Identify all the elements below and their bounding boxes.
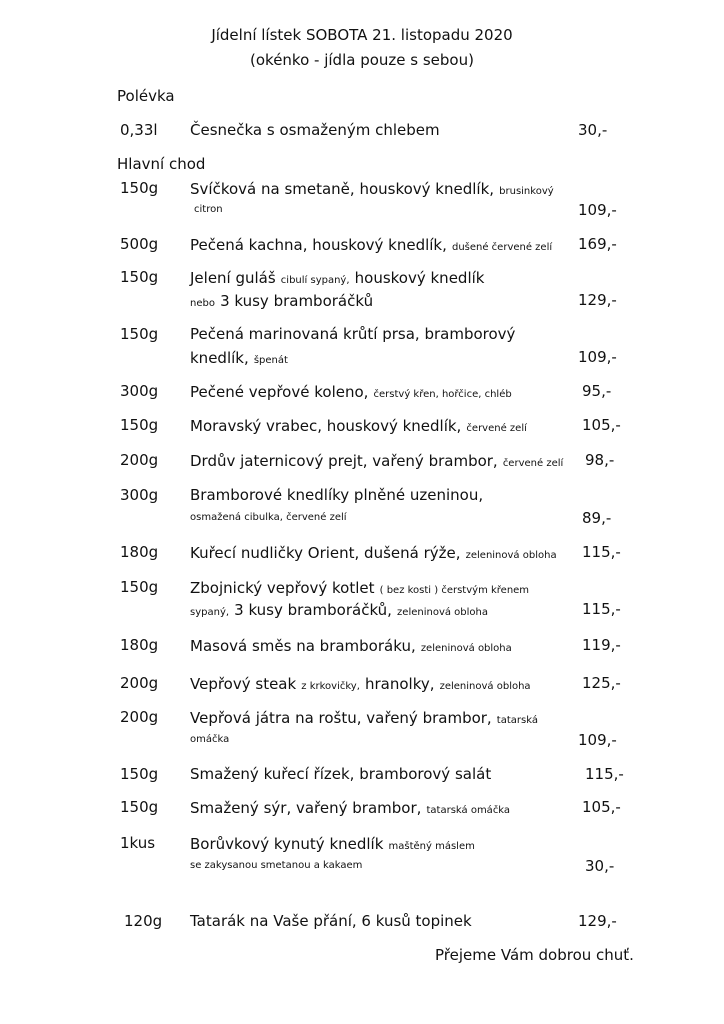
item-description bbox=[190, 382, 512, 401]
item-weight: 150g bbox=[120, 268, 159, 286]
item-side: tatarská bbox=[496, 715, 538, 726]
item-side: z krkovičky, bbox=[301, 681, 360, 692]
item-name: 3 kusy bramboráčků bbox=[220, 292, 374, 310]
item-price: 109,- bbox=[578, 348, 617, 366]
item-weight: 500g bbox=[120, 235, 159, 253]
item-name: Svíčková na smetaně, houskový knedlík, bbox=[190, 180, 495, 198]
item-price: 119,- bbox=[582, 636, 621, 654]
item-weight: 200g bbox=[120, 674, 159, 692]
item-price: 115,- bbox=[582, 600, 621, 618]
item-side: osmažená cibulka, červené zelí bbox=[190, 512, 347, 523]
item-description bbox=[190, 798, 510, 817]
item-name: Bramborové knedlíky plněné uzeninou, bbox=[190, 486, 484, 504]
item-side: zeleninová obloha bbox=[439, 681, 531, 692]
item-side: brusinkový bbox=[499, 186, 554, 197]
item-description bbox=[190, 179, 554, 198]
item-weight: 150g bbox=[120, 179, 159, 197]
section-heading-soup: Polévka bbox=[117, 87, 175, 105]
item-name: Vepřová játra na roštu, vařený brambor, bbox=[190, 709, 492, 727]
item-side: červené zelí bbox=[502, 458, 564, 469]
item-price: 105,- bbox=[582, 416, 621, 434]
item-price: 30,- bbox=[585, 857, 615, 875]
item-description bbox=[190, 543, 557, 562]
item-side: zeleninová obloha bbox=[465, 550, 557, 561]
item-weight: 150g bbox=[120, 325, 159, 343]
item-name: Pečená marinovaná krůtí prsa, bramborový bbox=[190, 325, 516, 343]
item-name: Pečená kachna, houskový knedlík, bbox=[190, 236, 447, 254]
item-description bbox=[190, 578, 529, 597]
item-side: cibulí sypaný, bbox=[280, 275, 350, 286]
item-price: 89,- bbox=[582, 509, 612, 527]
item-name: hranolky, bbox=[364, 675, 435, 693]
item-side: špenát bbox=[253, 355, 288, 366]
item-name: Kuřecí nudličky Orient, dušená rýže, bbox=[190, 544, 461, 562]
item-description bbox=[190, 291, 373, 310]
item-weight: 150g bbox=[120, 416, 159, 434]
item-side: červené zelí bbox=[466, 423, 527, 434]
item-price: 125,- bbox=[582, 674, 621, 692]
item-name: Smažený kuřecí řízek, bramborový salát bbox=[190, 765, 492, 783]
item-weight: 300g bbox=[120, 382, 159, 400]
item-side: nebo bbox=[190, 298, 215, 309]
item-name: houskový knedlík bbox=[354, 269, 485, 287]
item-description bbox=[190, 416, 527, 435]
item-name: Zbojnický vepřový kotlet bbox=[190, 579, 375, 597]
item-name: Smažený sýr, vařený brambor, bbox=[190, 799, 422, 817]
item-weight: 1kus bbox=[120, 834, 156, 852]
item-side: dušené červené zelí bbox=[451, 242, 553, 253]
page-subtitle: (okénko - jídla pouze s sebou) bbox=[250, 51, 474, 69]
item-side: čerstvý křen, hořčice, chléb bbox=[373, 389, 512, 400]
item-price: 109,- bbox=[578, 731, 617, 749]
page-title: Jídelní lístek SOBOTA 21. listopadu 2020 bbox=[211, 26, 513, 44]
item-weight: 300g bbox=[120, 486, 159, 504]
item-weight: 200g bbox=[120, 451, 159, 469]
item-price: 95,- bbox=[582, 382, 612, 400]
item-description bbox=[190, 268, 484, 287]
item-description bbox=[190, 708, 538, 727]
item-weight: 180g bbox=[120, 636, 159, 654]
item-description bbox=[190, 348, 288, 367]
item-description bbox=[190, 235, 552, 254]
item-side: tatarská omáčka bbox=[426, 805, 511, 816]
item-name: Pečené vepřové koleno, bbox=[190, 383, 369, 401]
item-name: Jelení guláš bbox=[190, 269, 276, 287]
item-weight: 150g bbox=[120, 765, 159, 783]
item-side: zeleninová obloha bbox=[397, 607, 489, 618]
item-description bbox=[190, 636, 512, 655]
item-side: zeleninová obloha bbox=[420, 643, 512, 654]
item-description bbox=[190, 674, 531, 693]
item-price: 105,- bbox=[582, 798, 621, 816]
item-name: Moravský vrabec, houskový knedlík, bbox=[190, 417, 462, 435]
item-weight: 0,33l bbox=[120, 121, 158, 139]
item-price: 109,- bbox=[578, 201, 617, 219]
item-side: omáčka bbox=[190, 734, 230, 745]
section-heading-main: Hlavní chod bbox=[117, 155, 206, 173]
item-name: 3 kusy bramboráčků, bbox=[234, 601, 392, 619]
item-name: knedlík, bbox=[190, 349, 249, 367]
item-price: 115,- bbox=[585, 765, 624, 783]
item-side: ( bez kosti ) čerstvým křenem bbox=[379, 585, 530, 596]
item-weight: 150g bbox=[120, 798, 159, 816]
item-weight: 180g bbox=[120, 543, 159, 561]
item-description bbox=[190, 834, 475, 853]
item-name: Vepřový steak bbox=[190, 675, 297, 693]
item-price: 129,- bbox=[578, 291, 617, 309]
item-name: Masová směs na bramboráku, bbox=[190, 637, 416, 655]
item-weight: 150g bbox=[120, 578, 159, 596]
item-name: Česnečka s osmaženým chlebem bbox=[190, 121, 440, 139]
item-side: sypaný, bbox=[190, 607, 230, 618]
item-price: 115,- bbox=[582, 543, 621, 561]
item-price: 169,- bbox=[578, 235, 617, 253]
item-price: 98,- bbox=[585, 451, 615, 469]
item-price: 129,- bbox=[578, 912, 617, 930]
item-price: 30,- bbox=[578, 121, 608, 139]
item-side: citron bbox=[194, 204, 223, 215]
item-name: Tatarák na Vaše přání, 6 kusů topinek bbox=[190, 912, 472, 930]
item-description bbox=[190, 451, 563, 470]
closing-greeting: Přejeme Vám dobrou chuť. bbox=[435, 946, 634, 964]
item-weight: 120g bbox=[124, 912, 163, 930]
item-weight: 200g bbox=[120, 708, 159, 726]
item-name: Drdův jaternicový prejt, vařený brambor, bbox=[190, 452, 498, 470]
item-name: Borůvkový kynutý knedlík bbox=[190, 835, 384, 853]
item-description bbox=[190, 600, 488, 619]
item-side: se zakysanou smetanou a kakaem bbox=[190, 860, 363, 871]
item-side: maštěný máslem bbox=[388, 841, 475, 852]
